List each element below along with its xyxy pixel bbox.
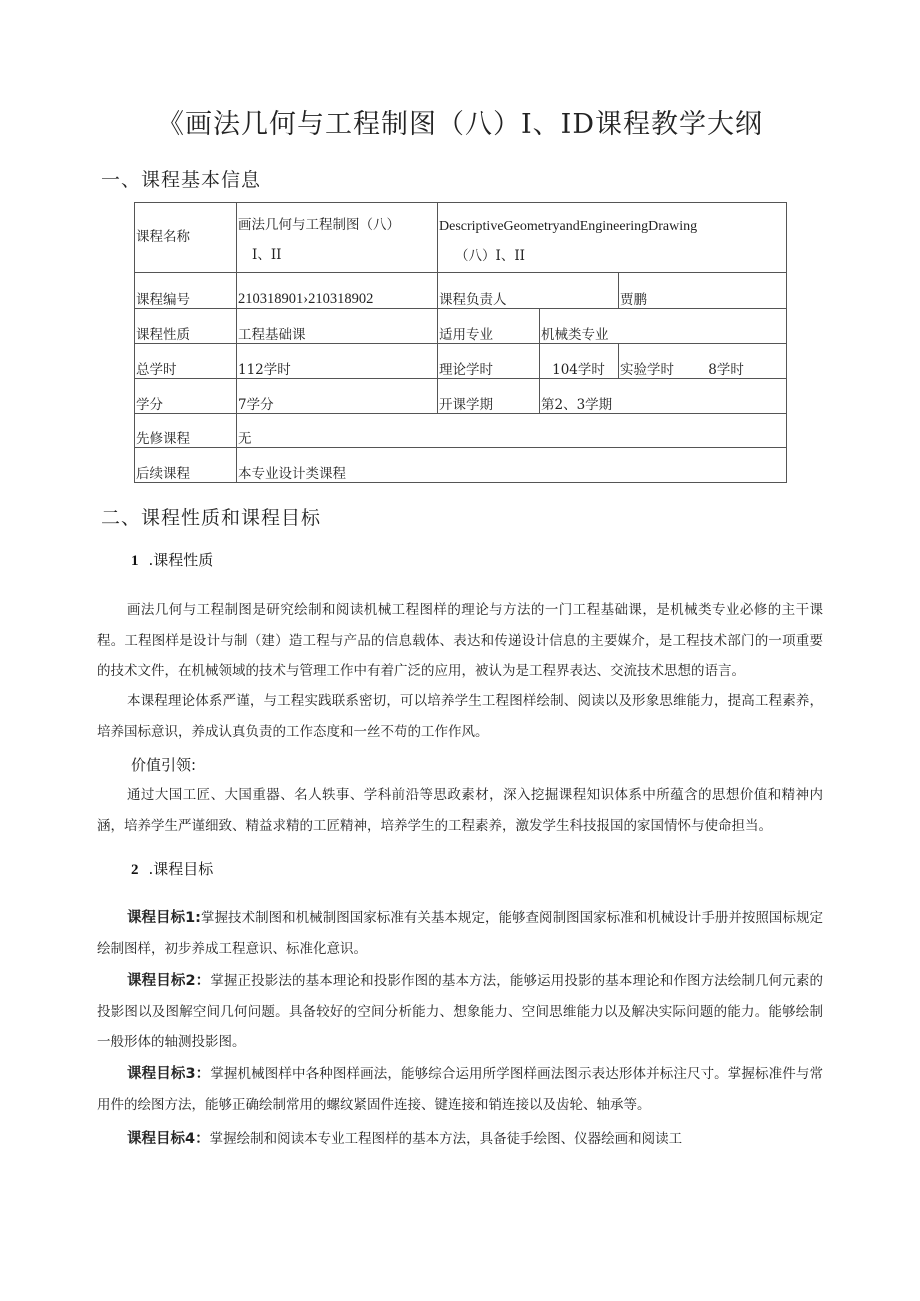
table-row	[135, 273, 787, 309]
course-name-cn	[237, 203, 438, 273]
section-heading-nature-goals: 二、课程性质和课程目标	[101, 507, 322, 529]
document-title: 《画法几何与工程制图（八）I、ID课程教学大纲	[157, 109, 763, 140]
subheading-course-goals	[131, 858, 213, 879]
goal-label: 课程目标4：	[127, 1131, 210, 1147]
course-code: 210318901›210318902	[237, 273, 438, 309]
course-nature-label: 课程性质	[135, 309, 237, 344]
major-label: 适用专业	[438, 309, 540, 344]
course-goal-1	[97, 903, 823, 964]
term: 第2、3学期	[540, 379, 787, 414]
course-name-cn-line2: I、II	[252, 247, 282, 264]
course-name-label: 课程名称	[135, 203, 237, 273]
paragraph-course-system: 本课程理论体系严谨，与工程实践联系密切，可以培养学生工程图样绘制、阅读以及形象思维能力，提高工程素养，培养国标意识，养成认真负责的工作态度和一丝不苟的工作作风。	[97, 693, 823, 740]
course-info-table	[134, 202, 787, 483]
table-row	[135, 379, 787, 414]
table-row	[135, 203, 787, 273]
lab-hours-cell	[619, 344, 787, 379]
value-guidance-heading: 价值引领:	[131, 756, 197, 774]
subheading-label: .课程性质	[148, 551, 214, 569]
total-hours: 112学时	[237, 344, 438, 379]
table-row	[135, 448, 787, 483]
term-label: 开课学期	[438, 379, 540, 414]
course-goal-4	[97, 1124, 823, 1155]
goal-label: 课程目标2：	[127, 973, 211, 989]
subheading-course-nature	[131, 549, 213, 570]
subheading-number: 2	[131, 862, 139, 878]
lab-hours-label: 实验学时	[620, 361, 674, 378]
goal-text: 掌握技术制图和机械制图国家标准有关基本规定，能够查阅制图国家标准和机械设计手册并按照国标规定绘制图样，初步养成工程意识、标准化意识。	[97, 910, 824, 957]
prereq: 无	[237, 414, 787, 448]
credits-label: 学分	[135, 379, 237, 414]
goal-label: 课程目标3：	[127, 1066, 211, 1082]
credits: 7学分	[237, 379, 438, 414]
lab-hours: 8学时	[708, 361, 744, 378]
course-code-label: 课程编号	[135, 273, 237, 309]
theory-hours-label: 理论学时	[438, 344, 540, 379]
table-row	[135, 344, 787, 379]
course-name-en	[438, 203, 787, 273]
course-goal-2	[97, 966, 823, 1058]
course-name-cn-line1: 画法几何与工程制图（八）	[238, 217, 400, 233]
course-name-en-line1: DescriptiveGeometryandEngineeringDrawing	[439, 219, 698, 234]
total-hours-label: 总学时	[135, 344, 237, 379]
goal-text: 掌握机械图样中各种图样画法，能够综合运用所学图样画法图示表达形体并标注尺寸。掌握标准件与常用件的绘图方法，能够正确绘制常用的螺纹紧固件连接、键连接和销连接以及齿轮、轴承等。	[97, 1066, 824, 1113]
subheading-label: .课程目标	[148, 860, 214, 878]
goal-text: 掌握正投影法的基本理论和投影作图的基本方法，能够运用投影的基本理论和作图方法绘制几何元素的投影图以及图解空间几何问题。具备较好的空间分析能力、想象能力、空间思维能力以及解决实际问题的能力。能够绘制一般形体的轴测投影图。	[97, 973, 824, 1050]
course-goal-3	[97, 1059, 823, 1120]
course-lead: 贾鹏	[619, 273, 787, 309]
course-lead-label: 课程负责人	[438, 273, 619, 309]
followup: 本专业设计类课程	[237, 448, 787, 483]
course-nature: 工程基础课	[237, 309, 438, 344]
prereq-label: 先修课程	[135, 414, 237, 448]
goal-text: 掌握绘制和阅读本专业工程图样的基本方法，具备徒手绘图、仪器绘画和阅读工	[209, 1131, 683, 1147]
table-row	[135, 309, 787, 344]
course-name-en-line2: （八）I、II	[455, 247, 525, 264]
subheading-number: 1	[131, 553, 139, 569]
paragraph-value-guidance: 通过大国工匠、大国重器、名人轶事、学科前沿等思政素材，深入挖掘课程知识体系中所蕴含的思想价值和精神内涵，培养学生严谨细致、精益求精的工匠精神，培养学生的工程素养，激发学生科技报国的家国情怀与使命担当。	[97, 787, 823, 834]
paragraph-course-nature: 画法几何与工程制图是研究绘制和阅读机械工程图样的理论与方法的一门工程基础课，是机械类专业必修的主干课程。工程图样是设计与制（建）造工程与产品的信息载体、表达和传递设计信息的主要媒介，是工程技术部门的一项重要的技术文件，在机械领域的技术与管理工作中有着广泛的应用，被认为是工程界表达、交流技术思想的语言。	[97, 602, 823, 679]
section-heading-basic-info: 一、课程基本信息	[101, 169, 262, 191]
followup-label: 后续课程	[135, 448, 237, 483]
goal-label: 课程目标1:	[127, 910, 201, 926]
major: 机械类专业	[540, 309, 787, 344]
table-row	[135, 414, 787, 448]
theory-hours: 104学时	[540, 344, 619, 379]
